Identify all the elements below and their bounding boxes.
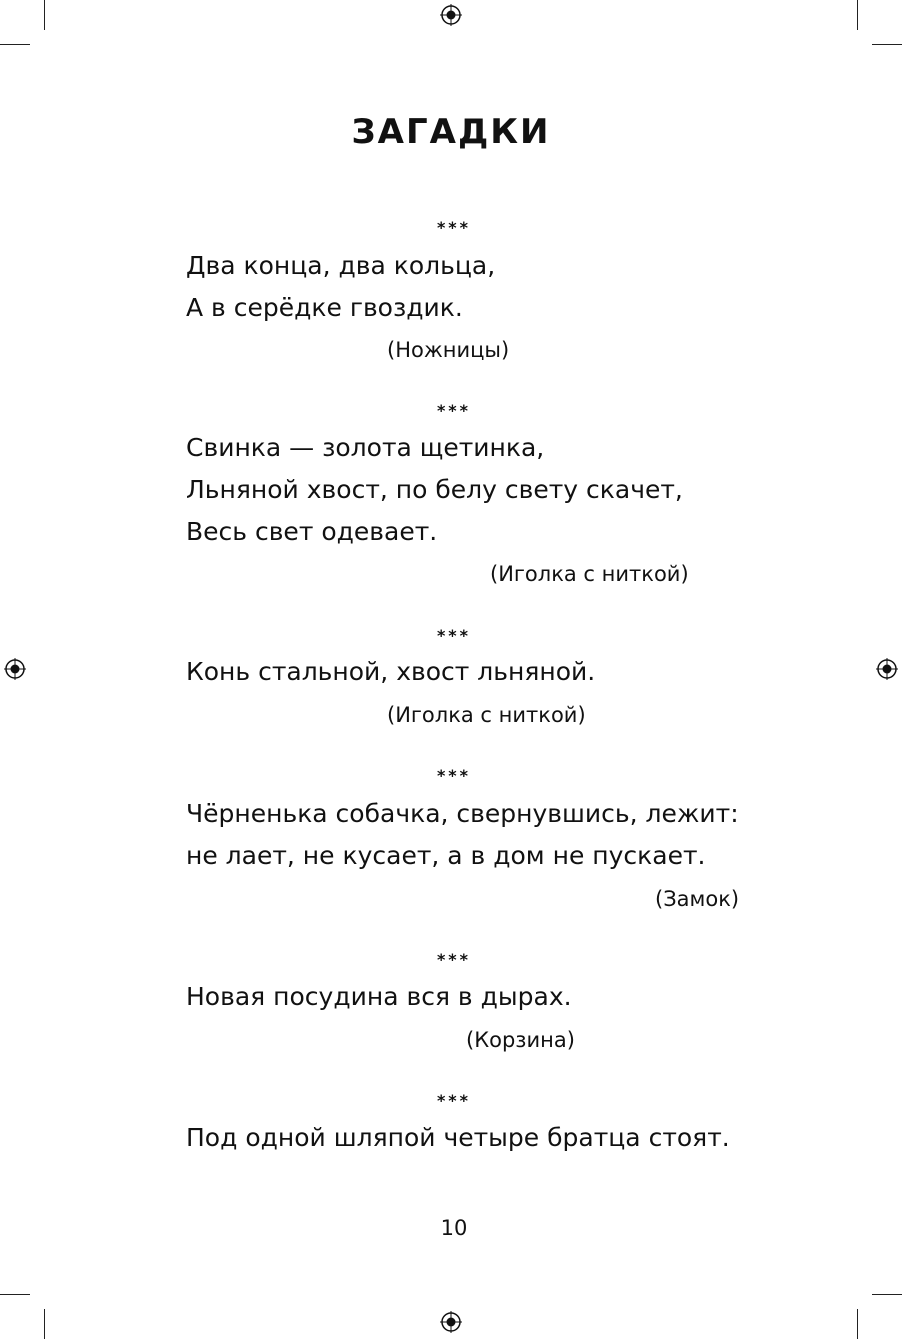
crop-mark [0,1294,30,1295]
riddle-separator: *** [436,766,472,785]
page-title: ЗАГАДКИ [351,112,551,152]
riddle-line: А в серёдке гвоздик. [186,293,463,322]
riddle-line: Чёрненька собачка, свернувшись, лежит: [186,799,739,828]
crop-mark [857,1309,858,1339]
riddle-answer: (Замок) [655,887,740,911]
riddle-line: Два конца, два кольца, [186,251,496,280]
riddle-line: Конь стальной, хвост льняной. [186,657,596,686]
riddle-separator: *** [436,218,472,237]
riddle-line: Под одной шляпой четыре братца стоят. [186,1123,730,1152]
riddle-line: Весь свет одевает. [186,517,438,546]
riddle-line: Льняной хвост, по белу свету скачет, [186,475,683,504]
riddle-answer: (Корзина) [466,1028,575,1052]
crop-mark [872,44,902,45]
riddle-answer: (Иголка с ниткой) [387,703,586,727]
riddle-line: не лает, не кусает, а в дом не пускает. [186,841,706,870]
registration-target-icon [440,1311,462,1333]
page-number: 10 [440,1216,468,1240]
riddle-line: Новая посудина вся в дырах. [186,982,572,1011]
riddle-answer: (Иголка с ниткой) [490,562,689,586]
registration-target-icon [440,4,462,26]
crop-mark [44,0,45,30]
crop-mark [857,0,858,30]
crop-mark [44,1309,45,1339]
riddle-separator: *** [436,626,472,645]
riddle-separator: *** [436,1091,472,1110]
registration-target-icon [876,658,898,680]
crop-mark [872,1294,902,1295]
registration-target-icon [4,658,26,680]
riddle-separator: *** [436,950,472,969]
riddle-line: Свинка — золота щетинка, [186,433,545,462]
riddle-separator: *** [436,401,472,420]
riddle-answer: (Ножницы) [387,338,510,362]
crop-mark [0,44,30,45]
